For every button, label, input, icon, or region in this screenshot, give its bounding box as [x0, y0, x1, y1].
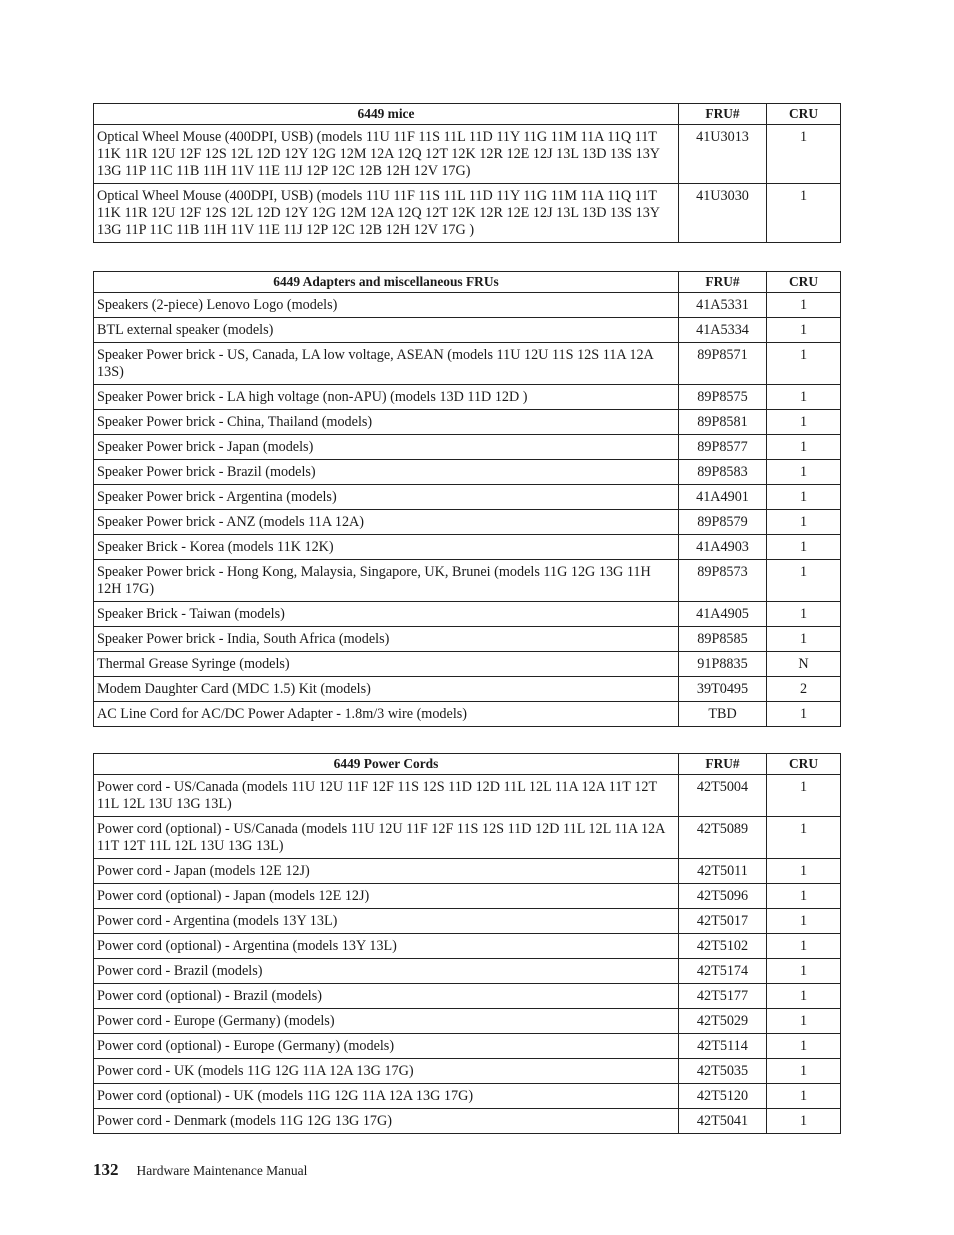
- adapters-table: [93, 271, 841, 727]
- part-description: Speaker Power brick - Hong Kong, Malaysia, Singapore, UK, Brunei (models 11G 12G 13G 11H 12H 17G): [94, 560, 679, 602]
- part-description: Speaker Power brick - China, Thailand (models): [94, 410, 679, 435]
- table-row: [94, 1059, 841, 1084]
- fru-number: 42T5120: [679, 1084, 767, 1109]
- cru-value: 1: [767, 1059, 841, 1084]
- table-row: [94, 560, 841, 602]
- part-description: Power cord - Japan (models 12E 12J): [94, 859, 679, 884]
- cru-value: 1: [767, 775, 841, 817]
- fru-number: 41U3030: [679, 184, 767, 243]
- cru-value: N: [767, 652, 841, 677]
- cru-value: 1: [767, 627, 841, 652]
- part-description: Power cord (optional) - Brazil (models): [94, 984, 679, 1009]
- table-row: [94, 859, 841, 884]
- cru-value: 1: [767, 1084, 841, 1109]
- cru-value: 1: [767, 884, 841, 909]
- fru-number: 89P8577: [679, 435, 767, 460]
- part-description: Speaker Brick - Korea (models 11K 12K): [94, 535, 679, 560]
- fru-number: 41A5334: [679, 318, 767, 343]
- cru-value: 1: [767, 343, 841, 385]
- part-description: Power cord - Denmark (models 11G 12G 13G 17G): [94, 1109, 679, 1134]
- cru-value: 1: [767, 435, 841, 460]
- table-row: [94, 385, 841, 410]
- cru-value: 1: [767, 125, 841, 184]
- cru-value: 1: [767, 510, 841, 535]
- part-description: Speakers (2-piece) Lenovo Logo (models): [94, 293, 679, 318]
- fru-number: 42T5177: [679, 984, 767, 1009]
- cru-value: 1: [767, 909, 841, 934]
- fru-number: 42T5017: [679, 909, 767, 934]
- part-description: BTL external speaker (models): [94, 318, 679, 343]
- cru-value: 1: [767, 817, 841, 859]
- table-header-row: [94, 272, 841, 293]
- cru-value: 1: [767, 1009, 841, 1034]
- fru-number: 42T5114: [679, 1034, 767, 1059]
- table-row: [94, 293, 841, 318]
- fru-number: 41A4905: [679, 602, 767, 627]
- table-row: [94, 909, 841, 934]
- fru-number: 41A4903: [679, 535, 767, 560]
- part-description: Speaker Power brick - LA high voltage (non-APU) (models 13D 11D 12D ): [94, 385, 679, 410]
- cru-value: 1: [767, 859, 841, 884]
- fru-number: 89P8585: [679, 627, 767, 652]
- table-row: [94, 602, 841, 627]
- fru-number: 89P8575: [679, 385, 767, 410]
- table-row: [94, 702, 841, 727]
- fru-column-header: FRU#: [679, 272, 767, 293]
- cru-value: 1: [767, 984, 841, 1009]
- power-cords-table: [93, 753, 841, 1134]
- fru-number: 42T5029: [679, 1009, 767, 1034]
- part-description: Power cord - Brazil (models): [94, 959, 679, 984]
- fru-number: 42T5089: [679, 817, 767, 859]
- table-header-row: [94, 104, 841, 125]
- cru-value: 1: [767, 702, 841, 727]
- part-description: Speaker Brick - Taiwan (models): [94, 602, 679, 627]
- cru-value: 1: [767, 184, 841, 243]
- cru-value: 1: [767, 485, 841, 510]
- part-description: Speaker Power brick - US, Canada, LA low voltage, ASEAN (models 11U 12U 11S 12S 11A 12A 13S): [94, 343, 679, 385]
- cru-value: 1: [767, 293, 841, 318]
- table-row: [94, 1084, 841, 1109]
- table-row: [94, 817, 841, 859]
- table-header-row: [94, 754, 841, 775]
- table-row: [94, 460, 841, 485]
- cru-value: 1: [767, 560, 841, 602]
- part-description: Power cord (optional) - US/Canada (models 11U 12U 11F 12F 11S 12S 11D 12D 11L 12L 11A 12A 11T 12T 11L 12L 13U 13G 13L): [94, 817, 679, 859]
- table-row: [94, 184, 841, 243]
- table-row: [94, 884, 841, 909]
- cru-value: 2: [767, 677, 841, 702]
- table-title: 6449 Power Cords: [94, 754, 679, 775]
- cru-value: 1: [767, 460, 841, 485]
- table-row: [94, 1109, 841, 1134]
- part-description: Power cord - UK (models 11G 12G 11A 12A 13G 17G): [94, 1059, 679, 1084]
- table-row: [94, 535, 841, 560]
- part-description: Power cord (optional) - Europe (Germany) (models): [94, 1034, 679, 1059]
- part-description: Optical Wheel Mouse (400DPI, USB) (models 11U 11F 11S 11L 11D 11Y 11G 11M 11A 11Q 11T 11K 11R 12U 12F 12S 12L 12D 12Y 12G 12M 12A 12Q 12T 12K 12R 12E 12J 13L 13D 13S 13Y 13G 11P 11C 11B 11H 11V 11E 11J 12P 12C 12B 12H 12V 17G): [94, 125, 679, 184]
- fru-number: 89P8583: [679, 460, 767, 485]
- part-description: AC Line Cord for AC/DC Power Adapter - 1.8m/3 wire (models): [94, 702, 679, 727]
- table-row: [94, 435, 841, 460]
- fru-number: 42T5035: [679, 1059, 767, 1084]
- fru-number: TBD: [679, 702, 767, 727]
- part-description: Power cord - US/Canada (models 11U 12U 11F 12F 11S 12S 11D 12D 11L 12L 11A 12A 11T 12T 11L 12L 13U 13G 13L): [94, 775, 679, 817]
- part-description: Speaker Power brick - Brazil (models): [94, 460, 679, 485]
- table-row: [94, 984, 841, 1009]
- cru-value: 1: [767, 602, 841, 627]
- fru-number: 42T5011: [679, 859, 767, 884]
- fru-number: 41A4901: [679, 485, 767, 510]
- fru-number: 41A5331: [679, 293, 767, 318]
- table-title: 6449 Adapters and miscellaneous FRUs: [94, 272, 679, 293]
- part-description: Power cord - Europe (Germany) (models): [94, 1009, 679, 1034]
- fru-number: 42T5004: [679, 775, 767, 817]
- cru-value: 1: [767, 410, 841, 435]
- fru-number: 42T5096: [679, 884, 767, 909]
- fru-column-header: FRU#: [679, 104, 767, 125]
- table-row: [94, 125, 841, 184]
- cru-value: 1: [767, 959, 841, 984]
- table-title: 6449 mice: [94, 104, 679, 125]
- table-row: [94, 959, 841, 984]
- cru-column-header: CRU: [767, 754, 841, 775]
- part-description: Power cord - Argentina (models 13Y 13L): [94, 909, 679, 934]
- part-description: Speaker Power brick - India, South Africa (models): [94, 627, 679, 652]
- part-description: Thermal Grease Syringe (models): [94, 652, 679, 677]
- mice-table: [93, 103, 841, 243]
- part-description: Power cord (optional) - UK (models 11G 12G 11A 12A 13G 17G): [94, 1084, 679, 1109]
- table-row: [94, 510, 841, 535]
- part-description: Speaker Power brick - ANZ (models 11A 12A): [94, 510, 679, 535]
- table-row: [94, 318, 841, 343]
- part-description: Modem Daughter Card (MDC 1.5) Kit (models): [94, 677, 679, 702]
- fru-number: 91P8835: [679, 652, 767, 677]
- part-description: Power cord (optional) - Japan (models 12E 12J): [94, 884, 679, 909]
- fru-number: 89P8573: [679, 560, 767, 602]
- table-row: [94, 1009, 841, 1034]
- part-description: Speaker Power brick - Argentina (models): [94, 485, 679, 510]
- fru-number: 42T5041: [679, 1109, 767, 1134]
- fru-number: 89P8581: [679, 410, 767, 435]
- part-description: Speaker Power brick - Japan (models): [94, 435, 679, 460]
- table-row: [94, 775, 841, 817]
- fru-number: 89P8571: [679, 343, 767, 385]
- cru-value: 1: [767, 1034, 841, 1059]
- cru-column-header: CRU: [767, 104, 841, 125]
- fru-number: 42T5102: [679, 934, 767, 959]
- cru-value: 1: [767, 385, 841, 410]
- table-row: [94, 1034, 841, 1059]
- cru-value: 1: [767, 934, 841, 959]
- fru-number: 39T0495: [679, 677, 767, 702]
- fru-number: 89P8579: [679, 510, 767, 535]
- page-footer: [93, 1160, 307, 1180]
- table-row: [94, 485, 841, 510]
- table-row: [94, 934, 841, 959]
- table-row: [94, 677, 841, 702]
- table-row: [94, 343, 841, 385]
- page-number: 132: [93, 1160, 119, 1179]
- fru-number: 41U3013: [679, 125, 767, 184]
- fru-column-header: FRU#: [679, 754, 767, 775]
- fru-number: 42T5174: [679, 959, 767, 984]
- cru-column-header: CRU: [767, 272, 841, 293]
- footer-title: Hardware Maintenance Manual: [136, 1163, 308, 1178]
- table-row: [94, 410, 841, 435]
- table-row: [94, 627, 841, 652]
- table-row: [94, 652, 841, 677]
- cru-value: 1: [767, 1109, 841, 1134]
- part-description: Power cord (optional) - Argentina (models 13Y 13L): [94, 934, 679, 959]
- cru-value: 1: [767, 535, 841, 560]
- part-description: Optical Wheel Mouse (400DPI, USB) (models 11U 11F 11S 11L 11D 11Y 11G 11M 11A 11Q 11T 11K 11R 12U 12F 12S 12L 12D 12Y 12G 12M 12A 12Q 12T 12K 12R 12E 12J 13L 13D 13S 13Y 13G 11P 11C 11B 11H 11V 11E 11J 12P 12C 12B 12H 12V 17G ): [94, 184, 679, 243]
- cru-value: 1: [767, 318, 841, 343]
